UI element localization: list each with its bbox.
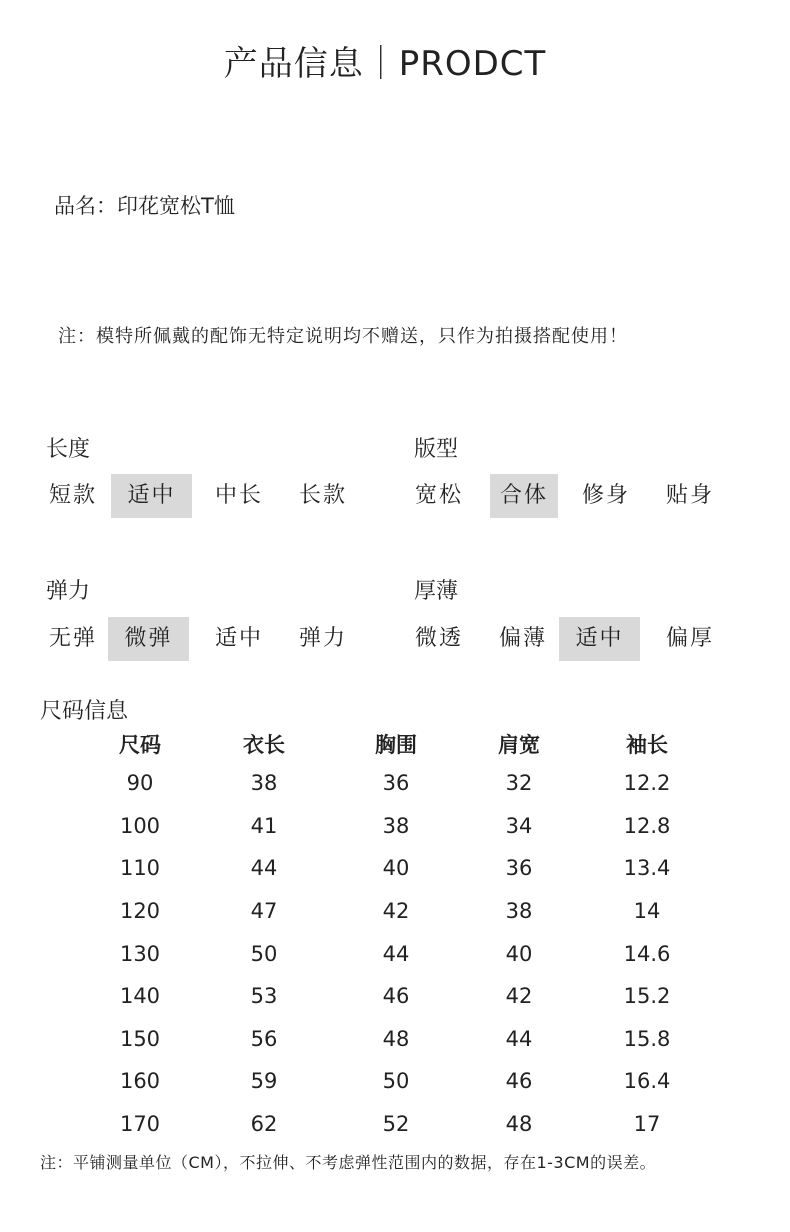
elasticity-option: 无弹 — [48, 626, 97, 651]
table-cell: 48 — [505, 1112, 533, 1137]
column-header: 袖长 — [626, 733, 668, 757]
size-info-label: 尺码信息 — [40, 699, 129, 724]
table-cell: 59 — [250, 1069, 278, 1094]
table-cell: 14 — [633, 899, 661, 924]
length-option: 长款 — [298, 483, 347, 508]
table-cell: 48 — [382, 1026, 410, 1051]
table-cell: 50 — [382, 1069, 410, 1094]
table-row — [80, 932, 720, 975]
table-cell: 170 — [119, 1112, 161, 1137]
table-cell: 52 — [382, 1112, 410, 1137]
size-table-header — [80, 726, 720, 762]
table-cell: 56 — [250, 1026, 278, 1051]
table-cell: 36 — [505, 856, 533, 881]
thickness-option: 偏厚 — [665, 626, 714, 651]
column-header: 胸围 — [375, 733, 417, 757]
table-cell: 40 — [382, 856, 410, 881]
elasticity-option-selected: 微弹 — [108, 617, 189, 661]
table-row — [80, 975, 720, 1018]
table-cell: 38 — [505, 899, 533, 924]
table-cell: 40 — [505, 941, 533, 966]
thickness-option: 微透 — [414, 626, 463, 651]
table-cell: 110 — [119, 856, 161, 881]
table-cell: 90 — [126, 771, 154, 796]
table-row — [80, 762, 720, 805]
table-cell: 16.4 — [623, 1069, 671, 1094]
table-cell: 15.2 — [623, 984, 671, 1009]
fit-option-selected: 合体 — [490, 474, 558, 518]
table-cell: 160 — [119, 1069, 161, 1094]
table-cell: 50 — [250, 941, 278, 966]
elasticity-option: 弹力 — [298, 626, 347, 651]
fit-option: 贴身 — [665, 483, 714, 508]
table-cell: 12.2 — [623, 771, 671, 796]
table-cell: 100 — [119, 813, 161, 838]
table-cell: 130 — [119, 941, 161, 966]
length-option-selected: 适中 — [111, 474, 192, 518]
elasticity-option: 适中 — [214, 626, 263, 651]
table-cell: 14.6 — [623, 941, 671, 966]
fit-option: 修身 — [581, 483, 630, 508]
thickness-option-selected: 适中 — [559, 617, 640, 661]
table-cell: 44 — [382, 941, 410, 966]
length-label: 长度 — [46, 437, 91, 462]
table-cell: 38 — [382, 813, 410, 838]
table-row — [80, 805, 720, 848]
table-cell: 140 — [119, 984, 161, 1009]
page-title: 产品信息｜PRODCT — [223, 44, 547, 84]
length-option: 短款 — [48, 483, 97, 508]
table-row — [80, 1060, 720, 1103]
table-cell: 13.4 — [623, 856, 671, 881]
column-header: 衣长 — [243, 733, 285, 757]
table-cell: 12.8 — [623, 813, 671, 838]
table-cell: 44 — [250, 856, 278, 881]
table-cell: 150 — [119, 1026, 161, 1051]
table-cell: 17 — [633, 1112, 661, 1137]
column-header: 肩宽 — [498, 733, 540, 757]
product-name: 品名：印花宽松T恤 — [54, 194, 235, 218]
table-cell: 32 — [505, 771, 533, 796]
elasticity-label: 弹力 — [46, 579, 91, 604]
table-cell: 15.8 — [623, 1026, 671, 1051]
table-cell: 36 — [382, 771, 410, 796]
table-cell: 46 — [382, 984, 410, 1009]
table-cell: 120 — [119, 899, 161, 924]
length-option: 中长 — [214, 483, 263, 508]
table-cell: 41 — [250, 813, 278, 838]
table-cell: 46 — [505, 1069, 533, 1094]
thickness-option: 偏薄 — [498, 626, 547, 651]
table-cell: 42 — [505, 984, 533, 1009]
thickness-label: 厚薄 — [414, 579, 459, 604]
table-cell: 42 — [382, 899, 410, 924]
table-row — [80, 1103, 720, 1146]
size-table — [80, 726, 720, 1145]
table-cell: 53 — [250, 984, 278, 1009]
measurement-footnote: 注：平铺测量单位（CM），不拉伸、不考虑弹性范围内的数据，存在1-3CM的误差。 — [40, 1153, 657, 1172]
table-row — [80, 1018, 720, 1061]
table-cell: 38 — [250, 771, 278, 796]
accessory-note: 注：模特所佩戴的配饰无特定说明均不赠送，只作为拍摄搭配使用！ — [58, 326, 628, 347]
fit-label: 版型 — [414, 437, 459, 462]
column-header: 尺码 — [119, 733, 161, 757]
table-row — [80, 847, 720, 890]
table-row — [80, 890, 720, 933]
fit-option: 宽松 — [414, 483, 463, 508]
table-cell: 47 — [250, 899, 278, 924]
table-cell: 44 — [505, 1026, 533, 1051]
table-cell: 34 — [505, 813, 533, 838]
table-cell: 62 — [250, 1112, 278, 1137]
